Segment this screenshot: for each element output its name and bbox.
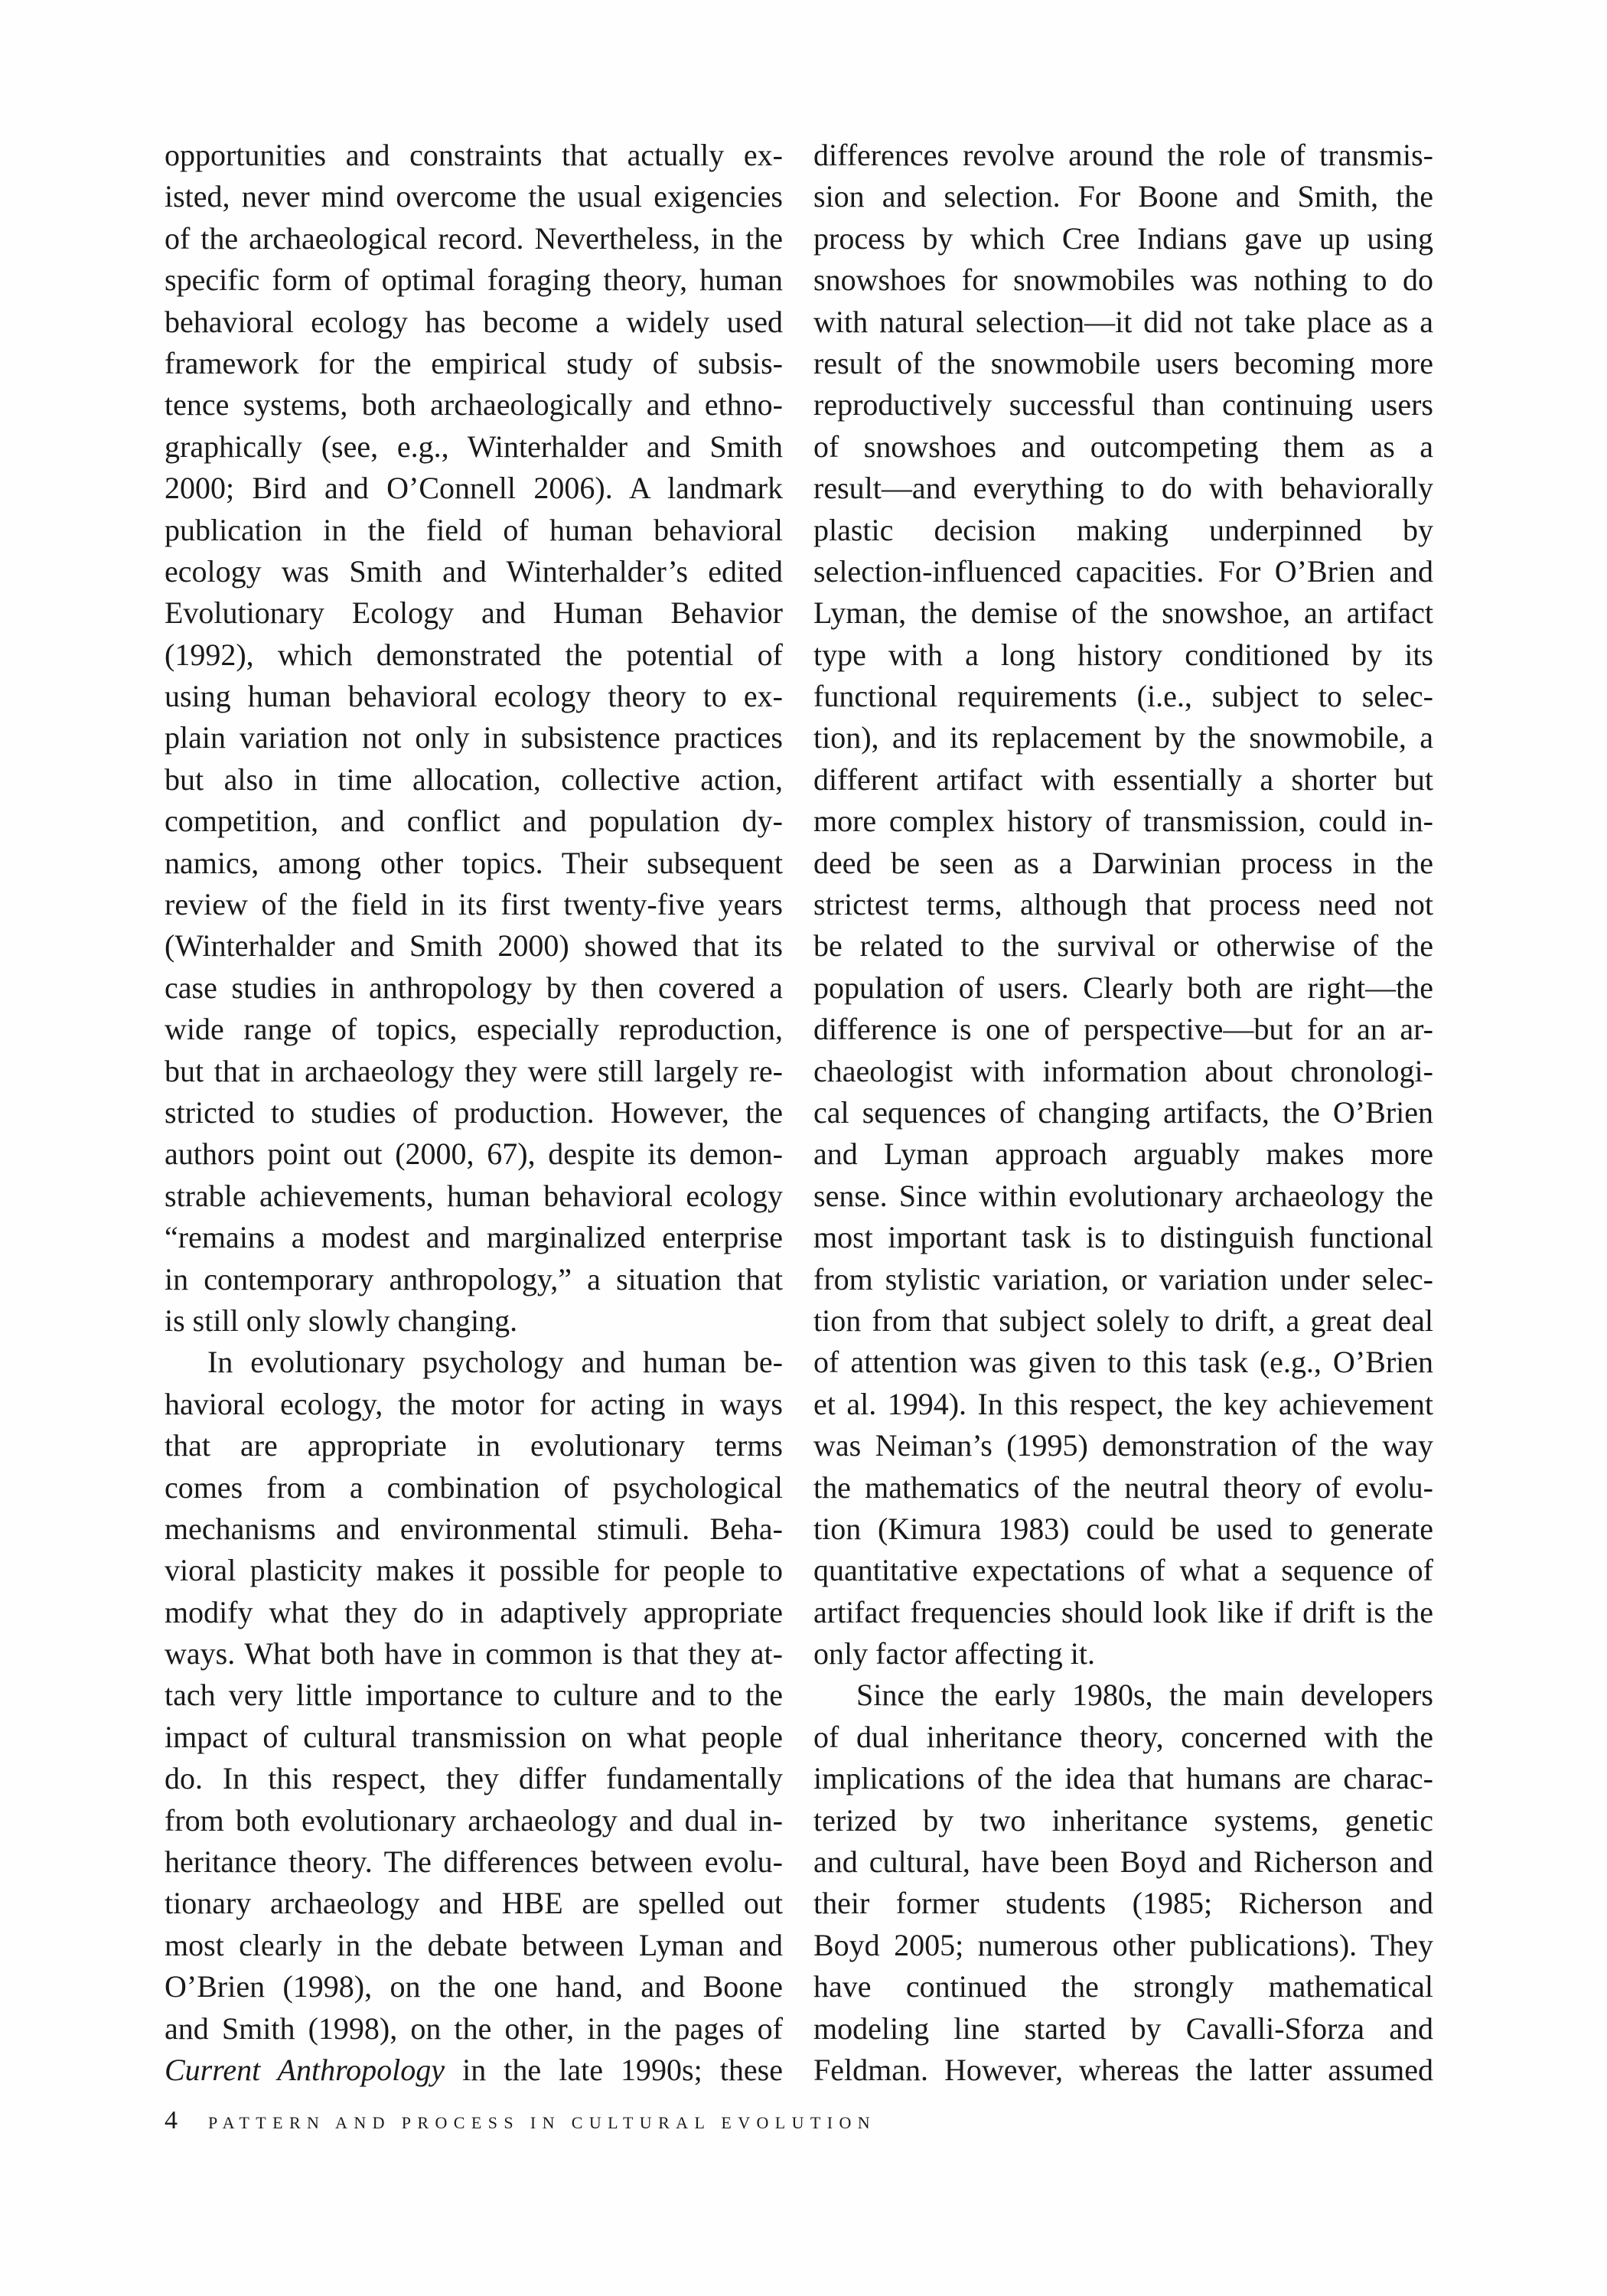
text-line: (1992), which demonstrated the potential of	[165, 637, 783, 672]
text-line: but also in time allocation, collective action,	[165, 762, 783, 797]
text-line: result—and everything to do with behaviorally	[813, 471, 1433, 506]
text-line: cal sequences of changing artifacts, the O’Brien	[813, 1094, 1433, 1130]
line-text: in the late 1990s; these	[445, 2052, 783, 2087]
text-line: only factor affecting it.	[813, 1636, 1096, 1671]
text-line: result of the snowmobile users becoming more	[813, 345, 1433, 380]
text-line: artifact frequencies should look like if drift is the	[813, 1594, 1433, 1629]
text-line: (Winterhalder and Smith 2000) showed that its	[165, 928, 783, 964]
text-line: modeling line started by Cavalli-Sforza and	[813, 2011, 1433, 2046]
text-line: the mathematics of the neutral theory of evolu-	[813, 1469, 1433, 1505]
text-line: with natural selection—it did not take place as a	[813, 304, 1433, 339]
text-line: plain variation not only in subsistence practices	[165, 720, 783, 755]
text-line: plastic decision making underpinned by	[813, 512, 1433, 547]
text-line: chaeologist with information about chronologi-	[813, 1053, 1433, 1088]
text-line: most important task is to distinguish functional	[813, 1220, 1433, 1255]
text-line: behavioral ecology has become a widely used	[165, 304, 783, 339]
text-line: wide range of topics, especially reproduction,	[165, 1012, 783, 1047]
text-line: of attention was given to this task (e.g., O’Brien	[813, 1345, 1433, 1380]
text-line: opportunities and constraints that actually ex-	[165, 138, 783, 172]
text-line: havioral ecology, the motor for acting in ways	[165, 1386, 783, 1421]
text-line: Boyd 2005; numerous other publications). They	[813, 1927, 1433, 1962]
text-line: 2000; Bird and O’Connell 2006). A landmark	[165, 471, 783, 506]
text-line: do. In this respect, they differ fundamentally	[165, 1761, 783, 1796]
text-line: stricted to studies of production. However, the	[165, 1094, 783, 1130]
text-line: more complex history of transmission, could in-	[813, 804, 1433, 839]
text-line: heritance theory. The differences between evolu-	[165, 1844, 783, 1880]
text-line: Feldman. However, whereas the latter assumed	[813, 2052, 1433, 2087]
text-line: different artifact with essentially a shorter but	[813, 762, 1433, 797]
text-line: vioral plasticity makes it possible for people to	[165, 1553, 783, 1588]
text-line: be related to the survival or otherwise of the	[813, 928, 1433, 964]
text-line: snowshoes for snowmobiles was nothing to do	[813, 263, 1433, 298]
text-line: In evolutionary psychology and human be-	[207, 1345, 783, 1380]
text-line: mechanisms and environmental stimuli. Beha-	[165, 1511, 783, 1546]
text-line: tion from that subject solely to drift, a great deal	[813, 1303, 1433, 1338]
text-line: O’Brien (1998), on the one hand, and Boone	[165, 1969, 783, 2004]
text-line: strable achievements, human behavioral ecology	[165, 1178, 783, 1213]
text-line: from stylistic variation, or variation under selec-	[813, 1261, 1433, 1296]
text-line: authors point out (2000, 67), despite its demon-	[165, 1137, 783, 1172]
text-line: is still only slowly changing.	[165, 1303, 518, 1338]
text-line: in contemporary anthropology,” a situation that	[165, 1261, 783, 1296]
text-line: review of the field in its first twenty-five years	[165, 887, 783, 922]
left-text-column	[165, 135, 783, 2091]
text-line: ways. What both have in common is that they at-	[165, 1636, 783, 1671]
text-line: of the archaeological record. Nevertheless, in the	[165, 220, 783, 256]
text-line: terized by two inheritance systems, genetic	[813, 1802, 1433, 1838]
text-line: was Neiman’s (1995) demonstration of the way	[813, 1428, 1433, 1463]
text-line: reproductively successful than continuing users	[813, 387, 1433, 422]
text-line: tence systems, both archaeologically and ethno-	[165, 387, 783, 422]
text-line: selection-influenced capacities. For O’Brien and	[813, 553, 1433, 589]
page-footer	[165, 2106, 876, 2135]
text-line: deed be seen as a Darwinian process in the	[813, 845, 1433, 880]
text-line: but that in archaeology they were still largely re-	[165, 1053, 783, 1088]
text-line: differences revolve around the role of transmis-	[813, 138, 1433, 172]
text-line: have continued the strongly mathematical	[813, 1969, 1433, 2004]
text-line: competition, and conflict and population dy-	[165, 804, 783, 839]
text-line: their former students (1985; Richerson and	[813, 1886, 1433, 1921]
text-line: most clearly in the debate between Lyman and	[165, 1927, 783, 1962]
running-head: PATTERN AND PROCESS IN CULTURAL EVOLUTION	[208, 2113, 877, 2132]
text-line: et al. 1994). In this respect, the key achievement	[813, 1386, 1433, 1421]
text-line: case studies in anthropology by then covered a	[165, 970, 783, 1005]
text-line: publication in the field of human behavioral	[165, 512, 783, 547]
text-line: tach very little importance to culture and to the	[165, 1678, 783, 1713]
italic-title: Current Anthropology	[165, 2052, 445, 2087]
text-line: graphically (see, e.g., Winterhalder and Smith	[165, 429, 783, 464]
text-line: “remains a modest and marginalized enterprise	[165, 1220, 783, 1255]
text-line: tion), and its replacement by the snowmobile, a	[813, 720, 1433, 755]
text-line: and Lyman approach arguably makes more	[813, 1137, 1433, 1172]
text-line: Since the early 1980s, the main developers	[856, 1678, 1433, 1713]
text-line: quantitative expectations of what a sequence of	[813, 1553, 1433, 1588]
text-line: using human behavioral ecology theory to ex-	[165, 679, 783, 714]
text-line: specific form of optimal foraging theory, human	[165, 263, 783, 298]
text-line: namics, among other topics. Their subsequent	[165, 845, 783, 880]
right-text-column	[813, 135, 1433, 2091]
text-line: implications of the idea that humans are charac-	[813, 1761, 1433, 1796]
text-line: and cultural, have been Boyd and Richerson and	[813, 1844, 1433, 1880]
page-number: 4	[165, 2106, 178, 2135]
text-line: of dual inheritance theory, concerned with the	[813, 1719, 1433, 1754]
text-line: of snowshoes and outcompeting them as a	[813, 429, 1433, 464]
text-line: impact of cultural transmission on what people	[165, 1719, 783, 1754]
text-line: isted, never mind overcome the usual exigencies	[165, 179, 783, 214]
text-line: process by which Cree Indians gave up using	[813, 220, 1433, 256]
text-line: type with a long history conditioned by its	[813, 637, 1433, 672]
text-line: difference is one of perspective—but for an ar-	[813, 1012, 1433, 1047]
text-line: and Smith (1998), on the other, in the pages of	[165, 2011, 783, 2046]
text-line: from both evolutionary archaeology and dual in-	[165, 1802, 783, 1838]
text-line: tionary archaeology and HBE are spelled out	[165, 1886, 783, 1921]
text-line: that are appropriate in evolutionary terms	[165, 1428, 783, 1463]
text-line: strictest terms, although that process need not	[813, 887, 1433, 922]
text-line: population of users. Clearly both are right—the	[813, 970, 1433, 1005]
text-line: ecology was Smith and Winterhalder’s edited	[165, 553, 783, 589]
text-line: functional requirements (i.e., subject to selec-	[813, 679, 1433, 714]
text-line: comes from a combination of psychological	[165, 1469, 783, 1505]
text-line	[165, 2050, 783, 2091]
text-line: sion and selection. For Boone and Smith, the	[813, 179, 1433, 214]
text-line: tion (Kimura 1983) could be used to generate	[813, 1511, 1433, 1546]
text-line: modify what they do in adaptively appropriate	[165, 1594, 783, 1629]
text-line: sense. Since within evolutionary archaeology the	[813, 1178, 1433, 1213]
text-line: framework for the empirical study of subsis-	[165, 345, 783, 380]
text-line: Evolutionary Ecology and Human Behavior	[165, 595, 783, 631]
text-line: Lyman, the demise of the snowshoe, an artifact	[813, 595, 1433, 631]
